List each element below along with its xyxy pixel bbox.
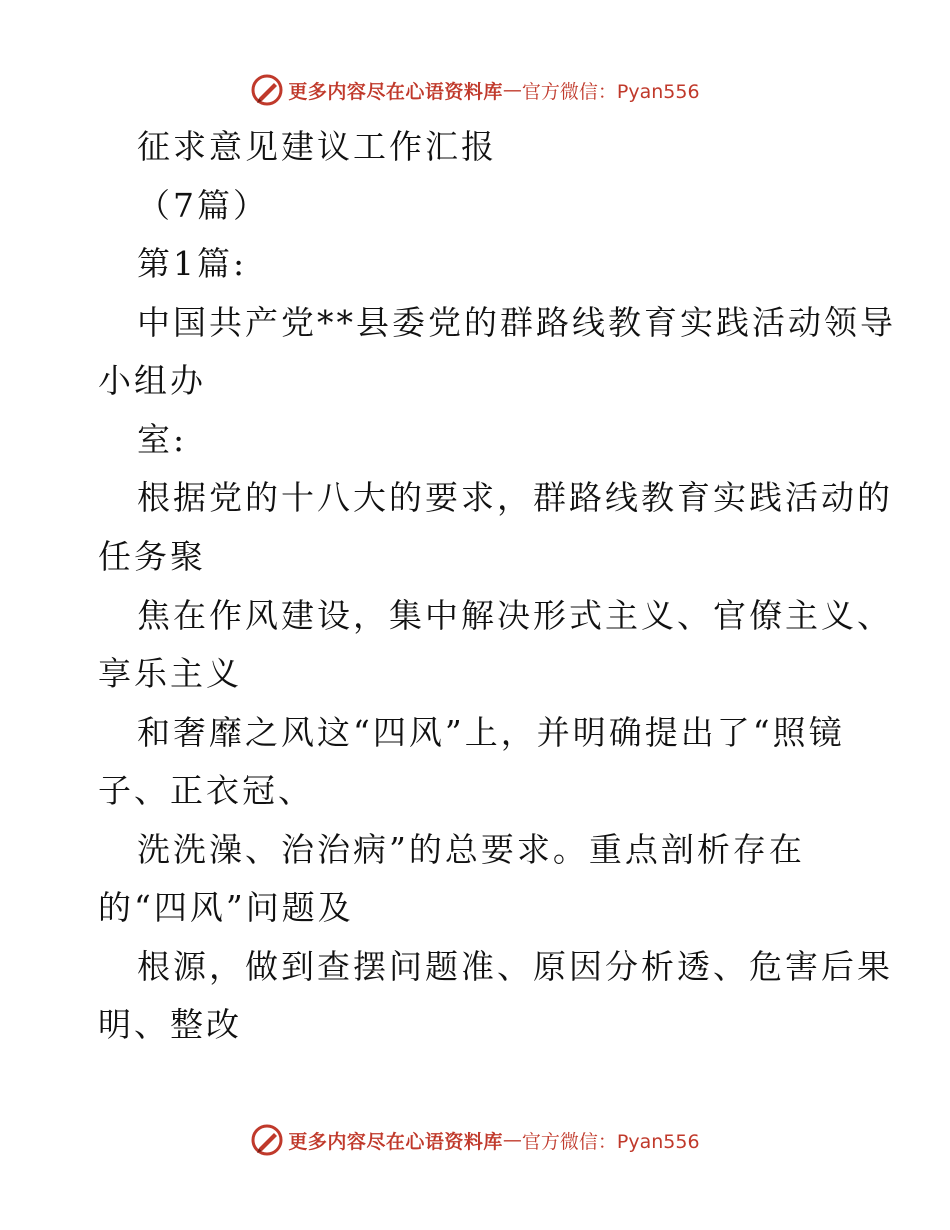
doc-line: 根源，做到查摆问题准、原因分析透、危害后果 xyxy=(137,947,893,986)
doc-line: 焦在作风建设，集中解决形式主义、官僚主义、 xyxy=(137,596,893,635)
doc-line: 室: xyxy=(137,420,188,459)
doc-section-heading: 第1篇: xyxy=(137,244,248,283)
doc-line: 子、正衣冠、 xyxy=(98,771,314,810)
watermark-wechat: 官方微信：Pyan556 xyxy=(521,80,700,103)
doc-line: 洗洗澡、治治病”的总要求。重点剖析存在 xyxy=(137,830,805,869)
watermark-dash: — xyxy=(502,79,522,101)
doc-line: 的“四风”问题及 xyxy=(98,888,354,927)
doc-title: 征求意见建议工作汇报 xyxy=(137,127,497,166)
watermark-text: 更多内容尽在心语资料库 xyxy=(288,1130,503,1153)
doc-line: 和奢靡之风这“四风”上，并明确提出了“照镜 xyxy=(137,713,845,752)
doc-line: 小组办 xyxy=(98,361,206,400)
doc-subtitle: （7篇） xyxy=(137,186,269,225)
watermark-text: 更多内容尽在心语资料库 xyxy=(288,80,503,103)
pen-logo-icon xyxy=(250,1123,284,1157)
pen-logo-icon xyxy=(250,73,284,107)
watermark-wechat: 官方微信：Pyan556 xyxy=(521,1130,700,1153)
watermark-dash: — xyxy=(502,1129,522,1151)
doc-line: 任务聚 xyxy=(98,537,206,576)
doc-line: 明、整改 xyxy=(98,1005,242,1044)
doc-line: 享乐主义 xyxy=(98,654,242,693)
doc-line: 根据党的十八大的要求，群路线教育实践活动的 xyxy=(137,478,893,517)
footer-watermark xyxy=(0,1120,950,1160)
header-watermark xyxy=(0,70,950,110)
doc-line: 中国共产党**县委党的群路线教育实践活动领导 xyxy=(137,303,896,342)
